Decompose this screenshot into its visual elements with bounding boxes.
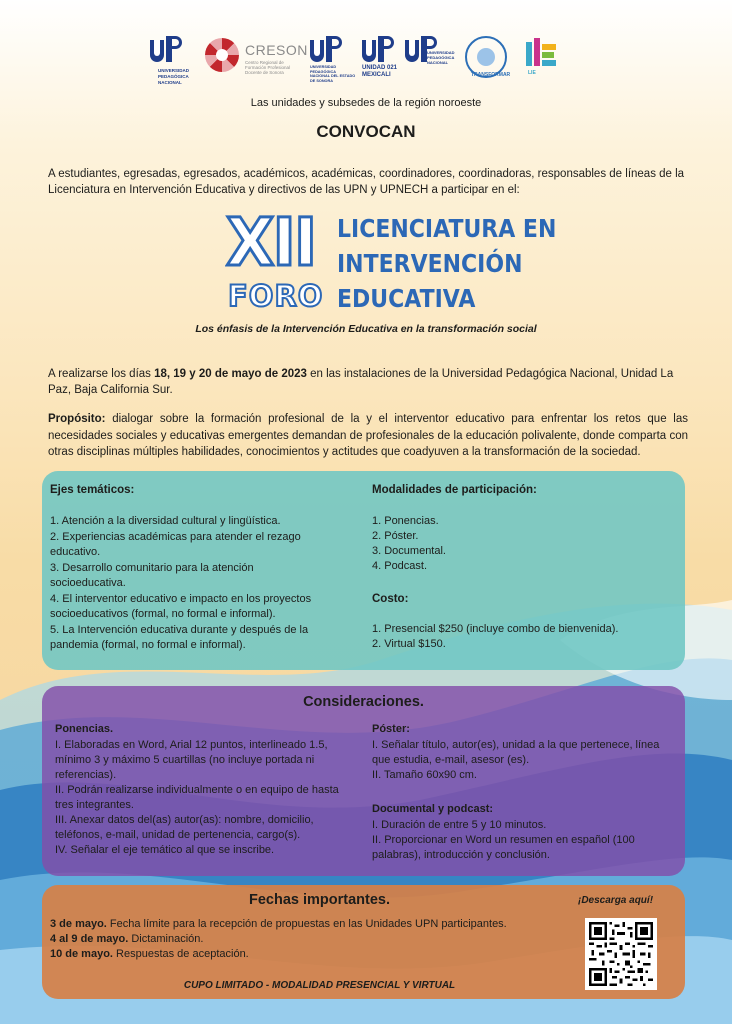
list-item: I. Señalar título, autor(es), unidad a la que pertenece, línea que estudia, e-mail, asesor (es). <box>372 739 660 766</box>
descarga-label: ¡Descarga aquí! <box>578 895 654 906</box>
proposito-paragraph <box>48 411 688 461</box>
transformar-seal-logo <box>465 36 511 82</box>
list-item: 2. Póster. <box>372 530 419 542</box>
title-line-1: LICENCIATURA EN <box>337 214 557 243</box>
upn-sonora-caption: UNIVERSIDAD PEDAGÓGICA NACIONAL DEL ESTADO DE SONORA <box>310 65 356 83</box>
title-line-3: EDUCATIVA <box>337 284 476 313</box>
proposito-label: Propósito: <box>48 413 106 425</box>
list-item: 2. Experiencias académicas para atender el rezago educativo. <box>50 531 301 558</box>
list-item: III. Anexar datos del(as) autor(as): nombre, domicilio, teléfonos, e-mail, unidad de pertenencia, cargo(s). <box>55 814 314 841</box>
proposito-text: dialogar sobre la formación profesional de la y el interventor educativo para enfrentar los retos que las necesidades sociales y educativas emergentes demandan de profesionales de la educación polivalente, donde comparta con otras disciplinas múltiples habilidades, conocimientos y actitudes que coadyuven a la transformación de la sociedad. <box>48 413 688 458</box>
list-item: I. Duración de entre 5 y 10 minutos. <box>372 819 547 831</box>
creson-name: CRESON <box>245 42 308 58</box>
list-item: 1. Ponencias. <box>372 515 439 527</box>
list-item: 3. Documental. <box>372 545 446 557</box>
dates-pre: A realizarse los días <box>48 368 155 380</box>
lie-logo <box>524 36 564 82</box>
fechas-title: Fechas importantes. <box>248 892 390 908</box>
fecha-date: 4 al 9 de mayo. <box>50 933 129 945</box>
list-item: 4. El interventor educativo e impacto en los proyectos socioeducativos (formal, no formal e informal). <box>50 593 312 620</box>
fecha-text: Dictaminación. <box>128 933 204 945</box>
ejes-title: Ejes temáticos: <box>50 484 135 496</box>
ponencias-list <box>55 738 345 858</box>
dates-post: en las instalaciones de la Universidad Pedagógica Nacional, Unidad La Paz, Baja California Sur. <box>48 368 674 396</box>
qr-code-graphic <box>589 922 653 986</box>
modalidades-title: Modalidades de participación: <box>372 484 537 496</box>
list-item: 2. Virtual $150. <box>372 638 446 650</box>
list-item: 1. Atención a la diversidad cultural y lingüística. <box>50 515 281 527</box>
upn-sonora-logo <box>310 36 356 82</box>
poster-title: Póster: <box>372 723 410 735</box>
fechas-list <box>50 917 570 962</box>
upn-mexicali-caption: UNIDAD 021 MEXICALI <box>362 65 398 78</box>
qr-code[interactable] <box>585 918 657 990</box>
upn-logo-caption: UNIVERSIDAD PEDAGÓGICA NACIONAL <box>158 68 190 85</box>
creson-logo <box>205 36 308 82</box>
upn-mexicali-logo <box>362 36 402 82</box>
list-item: IV. Señalar el eje temático al que se inscribe. <box>55 844 275 856</box>
list-item: 1. Presencial $250 (incluye combo de bienvenida). <box>372 623 619 635</box>
list-item: II. Tamaño 60x90 cm. <box>372 769 477 781</box>
upn-logo <box>148 36 198 85</box>
fecha-date: 3 de mayo. <box>50 918 107 930</box>
list-item: 3. Desarrollo comunitario para la atención socioeducativa. <box>50 562 254 589</box>
costo-title: Costo: <box>372 593 409 605</box>
region-subtitle: Las unidades y subsedes de la región noroeste <box>250 97 482 109</box>
ponencias-title: Ponencias. <box>55 723 114 735</box>
list-item: II. Podrán realizarse individualmente o en equipo de hasta tres integrantes. <box>55 784 339 811</box>
lie-caption: LIE <box>528 70 536 76</box>
documental-list <box>372 818 667 863</box>
fecha-text: Respuestas de aceptación. <box>112 948 249 960</box>
costo-list <box>372 622 672 652</box>
tagline: Los énfasis de la Intervención Educativa en la transformación social <box>195 323 537 335</box>
intro-paragraph: A estudiantes, egresadas, egresados, académicos, académicas, coordinadores, coordinadoras, responsables de líneas de la Licenciatura en Intervención Educativa y directivos de las UPN y UPNECH a participar en el: <box>48 168 685 196</box>
fecha-text: Fecha límite para la recepción de propuestas en las Unidades UPN participantes. <box>106 918 507 930</box>
list-item <box>50 947 570 962</box>
list-item: 5. La Intervención educativa durante y después de la pandemia (formal, no formal e informal). <box>50 624 309 651</box>
logo-row <box>0 36 732 86</box>
consideraciones-title: Consideraciones. <box>303 694 424 710</box>
documental-title: Documental y podcast: <box>372 803 494 815</box>
upn-sinaloa-caption: UNIVERSIDAD PEDAGÓGICA NACIONAL <box>427 50 455 65</box>
modalidades-list <box>372 514 672 574</box>
cupo-limitado: CUPO LIMITADO - MODALIDAD PRESENCIAL Y VIRTUAL <box>183 980 456 991</box>
list-item <box>50 917 570 932</box>
seal-text: TRANSFORMAR <box>471 72 511 78</box>
fecha-date: 10 de mayo. <box>50 948 113 960</box>
creson-subtitle: Centro Regional de Formación Profesional Docente de Sonora <box>245 60 291 75</box>
list-item: 4. Podcast. <box>372 560 428 572</box>
ejes-list <box>50 514 320 653</box>
dates-paragraph <box>48 366 688 398</box>
title-line-2: INTERVENCIÓN <box>337 249 523 278</box>
title-roman-numeral: XII <box>226 204 316 281</box>
dates-bold: 18, 19 y 20 de mayo de 2023 <box>154 368 307 380</box>
list-item: II. Proporcionar en Word un resumen en español (100 palabras), introducción y conclusión. <box>372 834 635 861</box>
convocan-heading: CONVOCAN <box>316 122 416 141</box>
list-item <box>50 932 570 947</box>
title-foro: FORO <box>228 279 324 313</box>
poster-list <box>372 738 667 783</box>
upn-sinaloa-logo <box>405 36 455 82</box>
list-item: I. Elaboradas en Word, Arial 12 puntos, interlineado 1.5, mínimo 3 y máximo 5 cuartillas (no incluye portada ni referencias). <box>55 739 328 781</box>
